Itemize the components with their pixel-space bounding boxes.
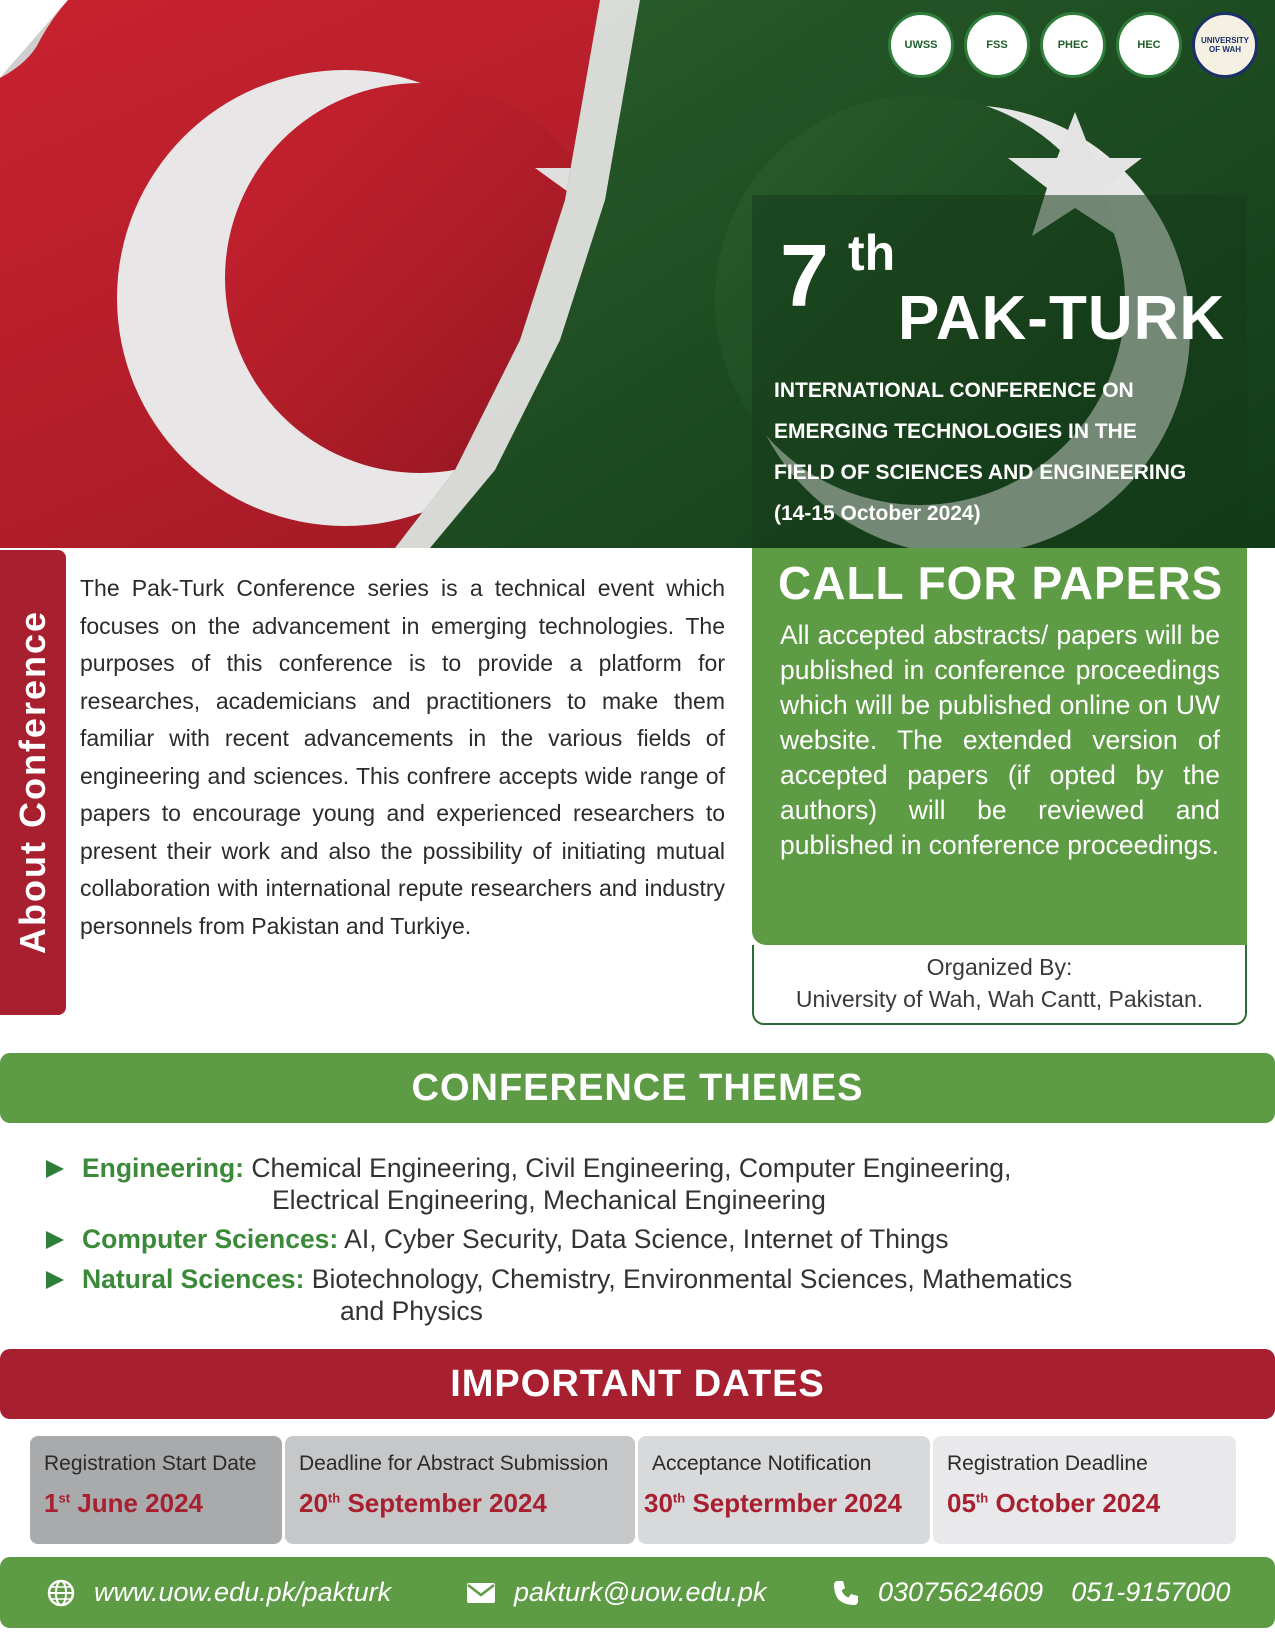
logo-phec: PHEC bbox=[1040, 12, 1106, 78]
arrow-icon bbox=[46, 1271, 64, 1289]
logo-uwss: UWSS bbox=[888, 12, 954, 78]
phone-number-2: 051-9157000 bbox=[1071, 1577, 1231, 1607]
theme-item bbox=[46, 1263, 1072, 1327]
edition-number: 7 bbox=[780, 226, 829, 325]
theme-category: Computer Sciences: bbox=[82, 1224, 339, 1254]
contact-footer bbox=[0, 1557, 1275, 1628]
theme-topics: Chemical Engineering, Civil Engineering, Computer Engineering, bbox=[251, 1153, 1012, 1183]
logo-fss: FSS bbox=[964, 12, 1030, 78]
theme-topics: Biotechnology, Chemistry, Environmental Sciences, Mathematics bbox=[311, 1264, 1073, 1294]
conference-themes-heading: CONFERENCE THEMES bbox=[0, 1053, 1275, 1123]
call-for-papers-title: CALL FOR PAPERS bbox=[778, 557, 1224, 609]
date-value: 05th October 2024 bbox=[947, 1488, 1161, 1518]
date-value: 1st June 2024 bbox=[44, 1488, 204, 1518]
date-card bbox=[933, 1436, 1236, 1544]
logo-hec: HEC bbox=[1116, 12, 1182, 78]
logo-university-of-wah: UNIVERSITY OF WAH bbox=[1192, 12, 1258, 78]
phone-info[interactable] bbox=[832, 1557, 1230, 1628]
date-card bbox=[285, 1436, 635, 1544]
theme-topics-cont: and Physics bbox=[340, 1296, 483, 1326]
phone-number-1: 03075624609 bbox=[878, 1577, 1044, 1607]
conference-subtitle bbox=[774, 370, 1254, 534]
date-card bbox=[30, 1436, 282, 1544]
organizer-box bbox=[752, 945, 1247, 1025]
conference-dates: (14-15 October 2024) bbox=[774, 502, 981, 525]
phone-icon bbox=[832, 1579, 860, 1607]
theme-category: Natural Sciences: bbox=[82, 1264, 305, 1294]
organizer-name: University of Wah, Wah Cantt, Pakistan. bbox=[795, 986, 1204, 1012]
envelope-icon bbox=[466, 1582, 496, 1604]
edition-suffix: th bbox=[848, 225, 896, 281]
globe-icon bbox=[46, 1578, 76, 1608]
subtitle-line: FIELD OF SCIENCES AND ENGINEERING bbox=[774, 461, 1187, 484]
theme-item bbox=[46, 1223, 949, 1255]
subtitle-line: INTERNATIONAL CONFERENCE ON bbox=[774, 379, 1134, 402]
arrow-icon bbox=[46, 1160, 64, 1178]
about-tab-label: About Conference bbox=[12, 609, 53, 955]
date-label: Deadline for Abstract Submission bbox=[299, 1452, 609, 1475]
call-for-papers-text: All accepted abstracts/ papers will be published in conference proceedings which will be published online on UW website. The extended version of accepted papers (if opted by the authors) will be reviewed and published in conference proceedings. bbox=[780, 620, 1220, 860]
page-curl-icon bbox=[0, 0, 70, 80]
email-link[interactable] bbox=[466, 1557, 767, 1628]
conference-name: PAK-TURK bbox=[898, 284, 1226, 353]
theme-topics-cont: Electrical Engineering, Mechanical Engineering bbox=[272, 1185, 826, 1215]
website-link[interactable] bbox=[46, 1557, 391, 1628]
date-card bbox=[638, 1436, 930, 1544]
date-label: Registration Deadline bbox=[947, 1452, 1148, 1475]
about-conference-tab bbox=[0, 550, 66, 1015]
date-label: Registration Start Date bbox=[44, 1452, 257, 1475]
theme-topics: AI, Cyber Security, Data Science, Internet of Things bbox=[344, 1224, 949, 1254]
about-text: The Pak-Turk Conference series is a technical event which focuses on the advancement in emerging technologies. The purposes of this conference is to provide a platform for researches, academicians and practitioners to make them familiar with recent advancements in the various fields of engineering and sciences. This confrere accepts wide range of papers to encourage young and experienced researchers to present their work and also the possibility of initiating mutual collaboration with international repute researchers and industry personnels from Pakistan and Turkiye. bbox=[80, 575, 725, 939]
date-value: 20th September 2024 bbox=[299, 1488, 547, 1518]
date-label: Acceptance Notification bbox=[652, 1452, 872, 1475]
important-dates-heading: IMPORTANT DATES bbox=[0, 1349, 1275, 1419]
theme-category: Engineering: bbox=[82, 1153, 244, 1183]
theme-item bbox=[46, 1152, 1011, 1216]
email-text: pakturk@uow.edu.pk bbox=[514, 1577, 767, 1607]
partner-logos bbox=[888, 12, 1268, 98]
organizer-label: Organized By: bbox=[926, 954, 1073, 980]
subtitle-line: EMERGING TECHNOLOGIES IN THE bbox=[774, 420, 1137, 443]
website-text: www.uow.edu.pk/pakturk bbox=[94, 1577, 392, 1607]
date-value: 30th Septermber 2024 bbox=[644, 1488, 902, 1518]
arrow-icon bbox=[46, 1231, 64, 1249]
